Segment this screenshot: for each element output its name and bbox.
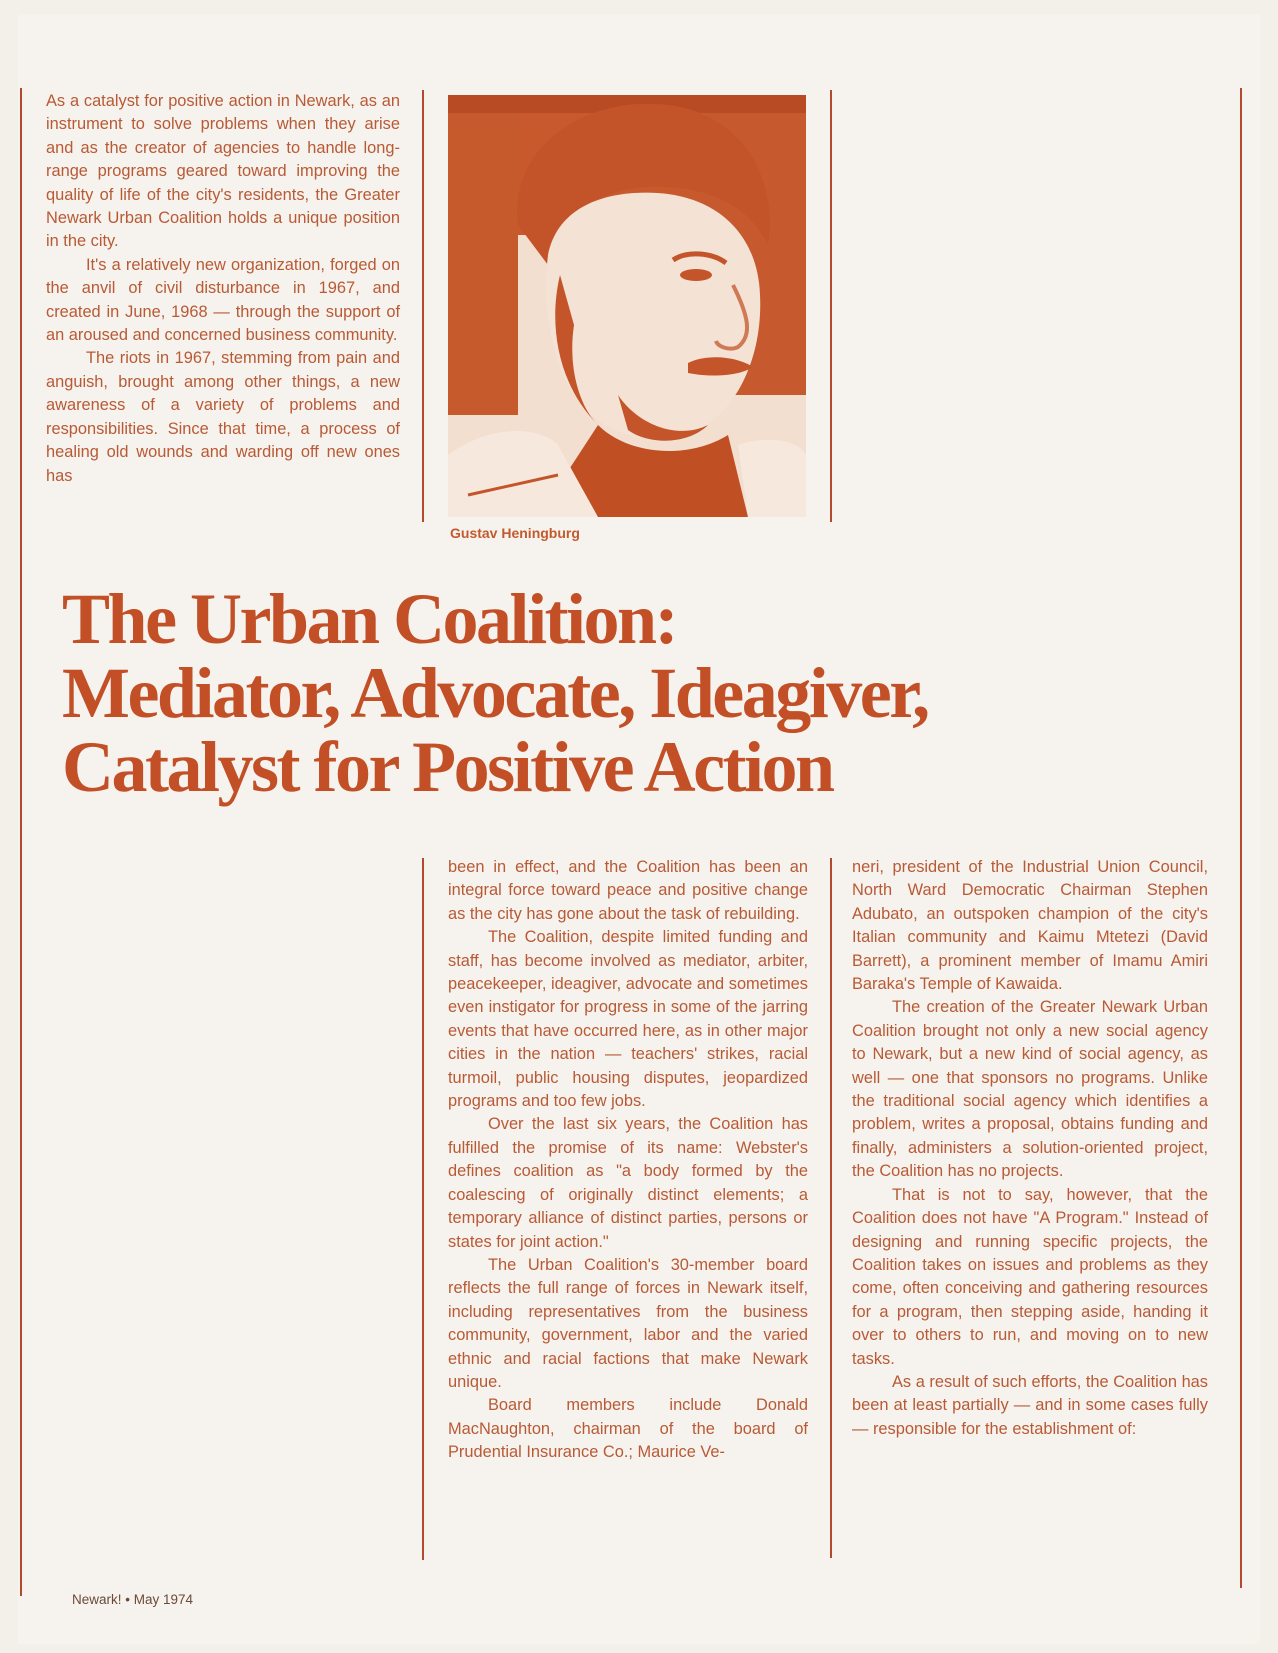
- body-paragraph: The Urban Coalition's 30-member board reflects the full range of forces in Newark itself, including representatives from the business community, government, labor and the varied ethnic and racial factions that make Newark unique.: [448, 1255, 808, 1391]
- page-footer: Newark! • May 1974: [72, 1592, 194, 1607]
- body-paragraph: The creation of the Greater Newark Urban Coalition brought not only a new social agency to Newark, but a new kind of social agency, as well — one that sponsors no programs. Unlike the traditional social agency which identifies a problem, writes a proposal, obtains funding and finally, administers a solution-oriented project, the Coalition has no projects.: [852, 998, 1208, 1181]
- column-rule-bottom-middle: [422, 858, 424, 1560]
- portrait-photo: [448, 95, 806, 517]
- middle-column: [448, 856, 808, 1465]
- body-paragraph: The Coalition, despite limited funding and staff, has become involved as mediator, arbiter, peacekeeper, ideagiver, advocate and sometimes even instigator for progress in some of the jarring events that have occurred here, as in other major cities in the nation — teachers' strikes, racial turmoil, public housing disputes, jeopardized programs and too few jobs.: [448, 928, 808, 1111]
- intro-paragraph: The riots in 1967, stemming from pain and anguish, brought among other things, a new awareness of a variety of problems and responsibilities. Since that time, a process of healing old wounds and warding off new ones has: [46, 349, 400, 485]
- column-rule-bottom-right: [830, 858, 832, 1558]
- right-column: [852, 856, 1208, 1441]
- photo-caption: Gustav Heningburg: [450, 525, 580, 541]
- body-paragraph: Board members include Donald MacNaughton, chairman of the board of Prudential Insurance Co.; Maurice Ve-: [448, 1396, 808, 1462]
- body-paragraph: As a result of such efforts, the Coalition has been at least partially — and in some cases fully — responsible for the establishment of:: [852, 1372, 1208, 1438]
- intro-column: [46, 90, 400, 488]
- body-paragraph: That is not to say, however, that the Coalition does not have "A Program." Instead of designing and running specific projects, the Coalition takes on issues and problems as they come, often conceiving and gathering resources for a program, then stepping aside, handing it over to others to run, and moving on to new tasks.: [852, 1185, 1208, 1368]
- intro-paragraph: It's a relatively new organization, forged on the anvil of civil disturbance in 1967, and created in June, 1968 — through the support of an aroused and concerned business community.: [46, 255, 400, 345]
- body-paragraph: neri, president of the Industrial Union Council, North Ward Democratic Chairman Stephen Adubato, an outspoken champion of the city's Italian community and Kaimu Mtetezi (David Barrett), a prominent member of Imamu Amiri Baraka's Temple of Kawaida.: [852, 858, 1208, 994]
- column-rule-top-middle: [422, 90, 424, 522]
- column-rule-far-right: [1240, 88, 1242, 1588]
- headline-line: The Urban Coalition:: [62, 579, 677, 659]
- headline-line: Mediator, Advocate, Ideagiver,: [62, 653, 928, 733]
- portrait-illustration: [448, 95, 806, 517]
- intro-paragraph: As a catalyst for positive action in Newark, as an instrument to solve problems when they arise and as the creator of agencies to handle long-range programs geared toward improving the quality of life of the city's residents, the Greater Newark Urban Coalition holds a unique position in the city.: [46, 92, 400, 251]
- column-rule-top-right: [830, 90, 832, 522]
- body-paragraph: Over the last six years, the Coalition has fulfilled the promise of its name: Webster's defines coalition as "a body formed by the coalescing of originally distinct elements; a temporary alliance of distinct parties, persons or states for joint action.": [448, 1115, 808, 1251]
- body-paragraph: been in effect, and the Coalition has been an integral force toward peace and positive change as the city has gone about the task of rebuilding.: [448, 858, 808, 923]
- article-headline: [62, 579, 928, 807]
- column-rule-left: [20, 88, 22, 1596]
- headline-line: Catalyst for Positive Action: [62, 727, 833, 807]
